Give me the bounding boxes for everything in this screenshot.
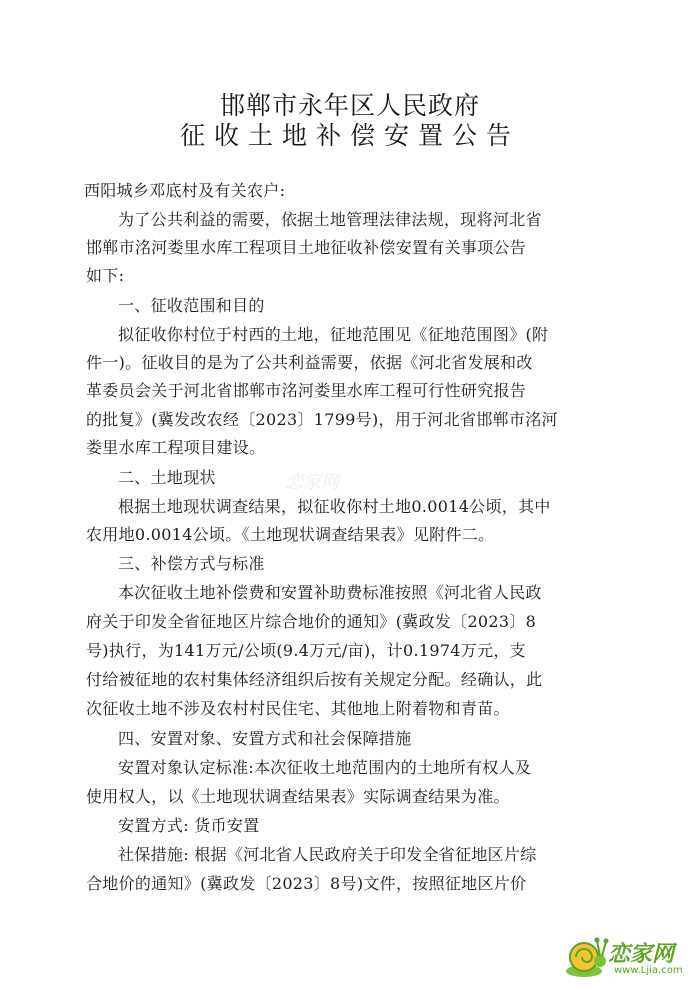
snail-icon — [564, 931, 610, 979]
section1-line-3: 革委员会关于河北省邯郸市洺河娄里水库工程可行性研究报告 — [86, 381, 527, 400]
section2-line-1: 根据土地现状调查结果，拟征收你村土地0.0014公顷，其中 — [118, 497, 551, 516]
section3-line-5: 次征收土地不涉及农村村民住宅、其他地上附着物和青苗。 — [86, 699, 510, 718]
intro-line-3: 如下: — [86, 266, 125, 285]
document-title-line1: 邯郸市永年区人民政府 — [219, 91, 480, 120]
section1-line-2: 件一)。征收目的是为了公共利益需要，依据《河北省发展和改 — [86, 353, 533, 372]
section4-heading: 四、安置对象、安置方式和社会保障措施 — [118, 729, 412, 748]
section1-line-4: 的批复》(冀发改农经〔2023〕1799号)，用于河北省邯郸市洺河 — [86, 410, 558, 429]
section1-line-1: 拟征收你村位于村西的土地，征地范围见《征地范围图》(附 — [118, 325, 549, 344]
watermark: 恋家网 — [285, 472, 339, 493]
site-logo[interactable] — [560, 931, 696, 983]
section2-line-2: 农用地0.0014公顷。《土地现状调查结果表》见附件二。 — [86, 525, 495, 544]
intro-line-1: 为了公共利益的需要，依据土地管理法律法规，现将河北省 — [118, 210, 542, 229]
section4-line-3: 安置方式: 货币安置 — [118, 816, 260, 835]
section2-heading: 二、土地现状 — [118, 468, 216, 487]
section3-line-2: 府关于印发全省征地区片综合地价的通知》(冀政发〔2023〕8 — [86, 612, 537, 631]
section3-line-1: 本次征收土地补偿费和安置补助费标准按照《河北省人民政 — [118, 583, 542, 602]
section3-line-4: 付给被征地的农村集体经济组织后按有关规定分配。经确认，此 — [86, 670, 543, 689]
logo-url: www.Ljia.com — [614, 965, 683, 976]
logo-text: 恋家网 — [608, 942, 675, 967]
intro-line-2: 邯郸市洺河娄里水库工程项目土地征收补偿安置有关事项公告 — [86, 238, 527, 257]
section3-line-3: 号)执行，为141万元/公顷(9.4万元/亩)，计0.1974万元，支 — [86, 641, 526, 660]
addressee: 西阳城乡邓底村及有关农户: — [84, 181, 286, 200]
section1-heading: 一、征收范围和目的 — [118, 296, 265, 315]
section1-line-5: 娄里水库工程项目建设。 — [86, 438, 266, 457]
section4-line-1: 安置对象认定标准:本次征收土地范围内的土地所有权人及 — [118, 758, 532, 777]
document-title-line2: 征收土地补偿安置公告 — [179, 121, 520, 150]
section4-line-2: 使用权人，以《土地现状调查结果表》实际调查结果为准。 — [86, 787, 510, 806]
section4-line-4: 社保措施: 根据《河北省人民政府关于印发全省征地区片综 — [118, 845, 537, 864]
section4-line-5: 合地价的通知》(冀政发〔2023〕8号)文件，按照征地区片价 — [86, 874, 527, 893]
section3-heading: 三、补偿方式与标准 — [118, 554, 265, 573]
